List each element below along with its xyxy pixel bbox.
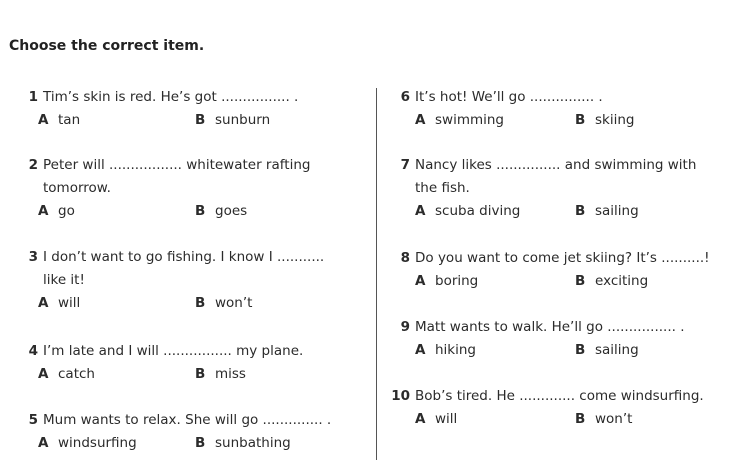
column-divider <box>376 88 377 460</box>
instructions-title: Choose the correct item. <box>9 38 205 54</box>
option-b[interactable] <box>195 200 247 223</box>
option-text: sailing <box>595 203 639 219</box>
question-6 <box>386 86 736 136</box>
option-text: will <box>58 295 81 311</box>
question-text-continued: like it! <box>43 272 85 288</box>
option-a[interactable] <box>38 432 137 455</box>
option-text: scuba diving <box>435 203 521 219</box>
option-letter: A <box>38 295 49 311</box>
option-text: hiking <box>435 342 477 358</box>
option-text: catch <box>58 366 95 382</box>
question-number: 10 <box>391 388 410 404</box>
question-number: 5 <box>28 412 38 428</box>
option-letter: B <box>575 411 586 427</box>
option-text: won’t <box>595 411 633 427</box>
question-text-continued: the fish. <box>415 180 470 196</box>
question-text: I don’t want to go fishing. I know I ........... <box>43 249 325 265</box>
option-letter: B <box>575 112 586 128</box>
option-text: windsurfing <box>58 435 137 451</box>
question-number: 3 <box>28 249 38 265</box>
option-letter: B <box>195 295 206 311</box>
option-a[interactable] <box>38 109 80 132</box>
option-a[interactable] <box>415 270 478 293</box>
option-b[interactable] <box>195 292 252 315</box>
option-text: sunburn <box>215 112 271 128</box>
question-9 <box>386 316 736 366</box>
option-a[interactable] <box>38 363 95 386</box>
option-text: go <box>58 203 75 219</box>
option-a[interactable] <box>415 408 457 431</box>
option-a[interactable] <box>38 200 75 223</box>
option-b[interactable] <box>195 432 291 455</box>
option-text: swimming <box>435 112 505 128</box>
question-number: 7 <box>400 157 410 173</box>
question-text: Nancy likes ............... and swimming with <box>415 157 697 173</box>
option-b[interactable] <box>575 408 632 431</box>
question-number: 8 <box>400 250 410 266</box>
question-number: 2 <box>28 157 38 173</box>
question-text: Peter will ................. whitewater rafting <box>43 157 311 173</box>
option-letter: A <box>38 203 49 219</box>
option-letter: A <box>415 203 426 219</box>
option-letter: A <box>415 112 426 128</box>
option-text: boring <box>435 273 479 289</box>
option-text: sunbathing <box>215 435 291 451</box>
option-text: won’t <box>215 295 253 311</box>
question-text-continued: tomorrow. <box>43 180 111 196</box>
option-letter: B <box>195 112 206 128</box>
question-text: I’m late and I will ................ my plane. <box>43 343 304 359</box>
question-number: 9 <box>400 319 410 335</box>
option-a[interactable] <box>415 339 476 362</box>
option-letter: A <box>415 273 426 289</box>
option-text: skiing <box>595 112 635 128</box>
option-letter: B <box>195 366 206 382</box>
option-letter: B <box>575 342 586 358</box>
question-text: Matt wants to walk. He’ll go ................ . <box>415 319 685 335</box>
question-text: Tim’s skin is red. He’s got ................ . <box>43 89 299 105</box>
option-letter: B <box>195 203 206 219</box>
option-text: goes <box>215 203 248 219</box>
question-number: 4 <box>28 343 38 359</box>
question-text: It’s hot! We’ll go ............... . <box>415 89 603 105</box>
option-a[interactable] <box>415 109 504 132</box>
question-number: 6 <box>400 89 410 105</box>
option-letter: A <box>415 411 426 427</box>
question-1 <box>14 86 364 136</box>
option-text: tan <box>58 112 81 128</box>
option-letter: A <box>38 366 49 382</box>
question-2 <box>14 154 364 226</box>
option-b[interactable] <box>575 109 634 132</box>
option-text: miss <box>215 366 246 382</box>
question-number: 1 <box>28 89 38 105</box>
option-b[interactable] <box>575 339 639 362</box>
option-text: will <box>435 411 458 427</box>
question-text: Mum wants to relax. She will go .............. . <box>43 412 332 428</box>
option-letter: B <box>195 435 206 451</box>
question-8 <box>386 247 736 297</box>
option-b[interactable] <box>195 363 246 386</box>
option-letter: A <box>415 342 426 358</box>
question-3 <box>14 246 364 318</box>
question-4 <box>14 340 364 390</box>
option-letter: B <box>575 273 586 289</box>
option-b[interactable] <box>575 200 639 223</box>
question-text: Bob’s tired. He ............. come windsurfing. <box>415 388 704 404</box>
question-10 <box>386 385 744 435</box>
option-a[interactable] <box>415 200 520 223</box>
option-letter: B <box>575 203 586 219</box>
option-a[interactable] <box>38 292 80 315</box>
question-5 <box>14 409 364 459</box>
question-text: Do you want to come jet skiing? It’s ..........! <box>415 250 710 266</box>
option-b[interactable] <box>195 109 270 132</box>
option-text: sailing <box>595 342 639 358</box>
option-text: exciting <box>595 273 649 289</box>
option-letter: A <box>38 112 49 128</box>
option-b[interactable] <box>575 270 648 293</box>
option-letter: A <box>38 435 49 451</box>
question-7 <box>386 154 736 226</box>
